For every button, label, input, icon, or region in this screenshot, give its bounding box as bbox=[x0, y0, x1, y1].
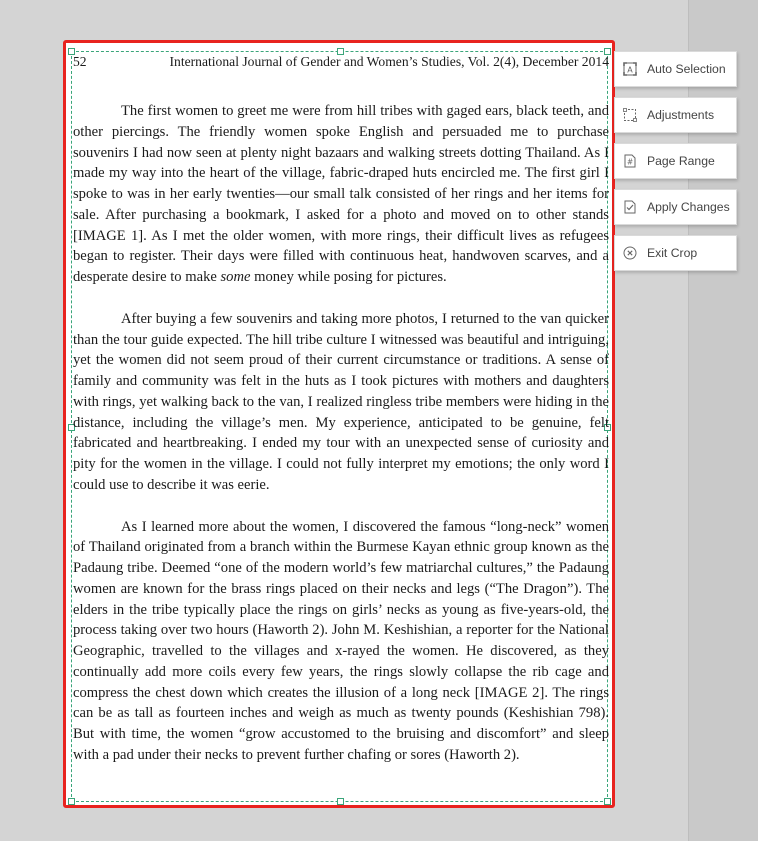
paragraph-3: As I learned more about the women, I discovered the famous “long-neck” women of Thailand originated from a branch within the Burmese Kayan ethnic group known as the Padaung tribe. Deemed “one of the modern world’s few matriarchal cultures,” the Padaung women are known for the brass rings placed on their necks and legs (“The Dragon”). The elders in the tribe typically place the rings on girls’ necks as young as five-years-old, the process taking over two hours (Haworth 2). John M. Keshishian, a reporter for the National Geographic, travelled to the villages and x-rayed the women. He discovered, as they continually add more coils every few years, the rings slowly collapse the rib cage and compress the chest down which creates the illusion of a long neck [IMAGE 2]. The rings can be as tall as fourteen inches and weigh as much as twenty pounds (Keshishian 798). But with time, the women “grow accustomed to the bruising and discomfort” and sleep with a pad under their necks to prevent further chafing or sores (Haworth 2). bbox=[73, 518, 609, 763]
page-content bbox=[73, 53, 609, 766]
selected-page[interactable] bbox=[63, 40, 615, 808]
apply-changes-label: Apply Changes bbox=[647, 200, 730, 214]
page-range-button[interactable] bbox=[614, 143, 737, 179]
svg-text:A: A bbox=[627, 65, 633, 75]
adjustments-icon bbox=[623, 108, 637, 122]
page-range-label: Page Range bbox=[647, 154, 715, 168]
crop-handle-bottom[interactable] bbox=[337, 798, 344, 805]
auto-selection-button[interactable] bbox=[614, 51, 737, 87]
exit-crop-icon bbox=[623, 246, 637, 260]
running-header bbox=[73, 53, 609, 71]
apply-changes-button[interactable] bbox=[614, 189, 737, 225]
apply-changes-icon bbox=[623, 200, 637, 214]
crop-toolbar bbox=[614, 51, 737, 281]
exit-crop-button[interactable] bbox=[614, 235, 737, 271]
svg-text:#: # bbox=[626, 157, 634, 167]
journal-header: International Journal of Gender and Women’s Studies, Vol. 2(4), December 2014 bbox=[169, 54, 609, 69]
crop-handle-bottom-right[interactable] bbox=[604, 798, 611, 805]
exit-crop-label: Exit Crop bbox=[647, 246, 698, 260]
crop-handle-bottom-left[interactable] bbox=[68, 798, 75, 805]
auto-selection-icon bbox=[623, 62, 637, 76]
paragraph-1: The first women to greet me were from hill tribes with gaged ears, black teeth, and other piercings. The friendly women spoke English and persuaded me to purchase souvenirs I had now seen at plenty night bazaars and walking streets dotting Thailand. As I made my way into the heart of the village, fabric-draped huts encircled me. The first girl I spoke to was in her early twenties—our small talk consisted of her rings and her items for sale. After purchasing a bookmark, I asked for a photo and moved on to other stands [IMAGE 1]. As I met the older women, with more rings, their difficult lives as refugees began to register. Their days were filled with continuous heat, handwoven scarves, and a desperate desire to make some money while posing for pictures. bbox=[73, 103, 609, 285]
adjustments-label: Adjustments bbox=[647, 108, 715, 122]
auto-selection-label: Auto Selection bbox=[647, 62, 726, 76]
paragraph-2: After buying a few souvenirs and taking more photos, I returned to the van quicker than the tour guide expected. The hill tribe culture I witnessed was beautiful and intriguing, yet the women did not seem proud of their current circumstance or traditions. A sense of family and community was felt in the huts as I took pictures with mothers and daughters with rings, yet walking back to the van, I realized ringless tribe members were hiding in the distance, including the village’s men. My experience, anticipated to be genuine, felt fabricated and heartbreaking. I ended my tour with an unexpected sense of curiosity and pity for the women in the village. I could not fully interpret my emotions; the only word I could use to describe it was eerie. bbox=[73, 310, 609, 493]
page-number: 52 bbox=[73, 54, 87, 69]
page-range-icon bbox=[623, 154, 637, 168]
emphasis-some: some bbox=[220, 269, 251, 285]
adjustments-button[interactable] bbox=[614, 97, 737, 133]
